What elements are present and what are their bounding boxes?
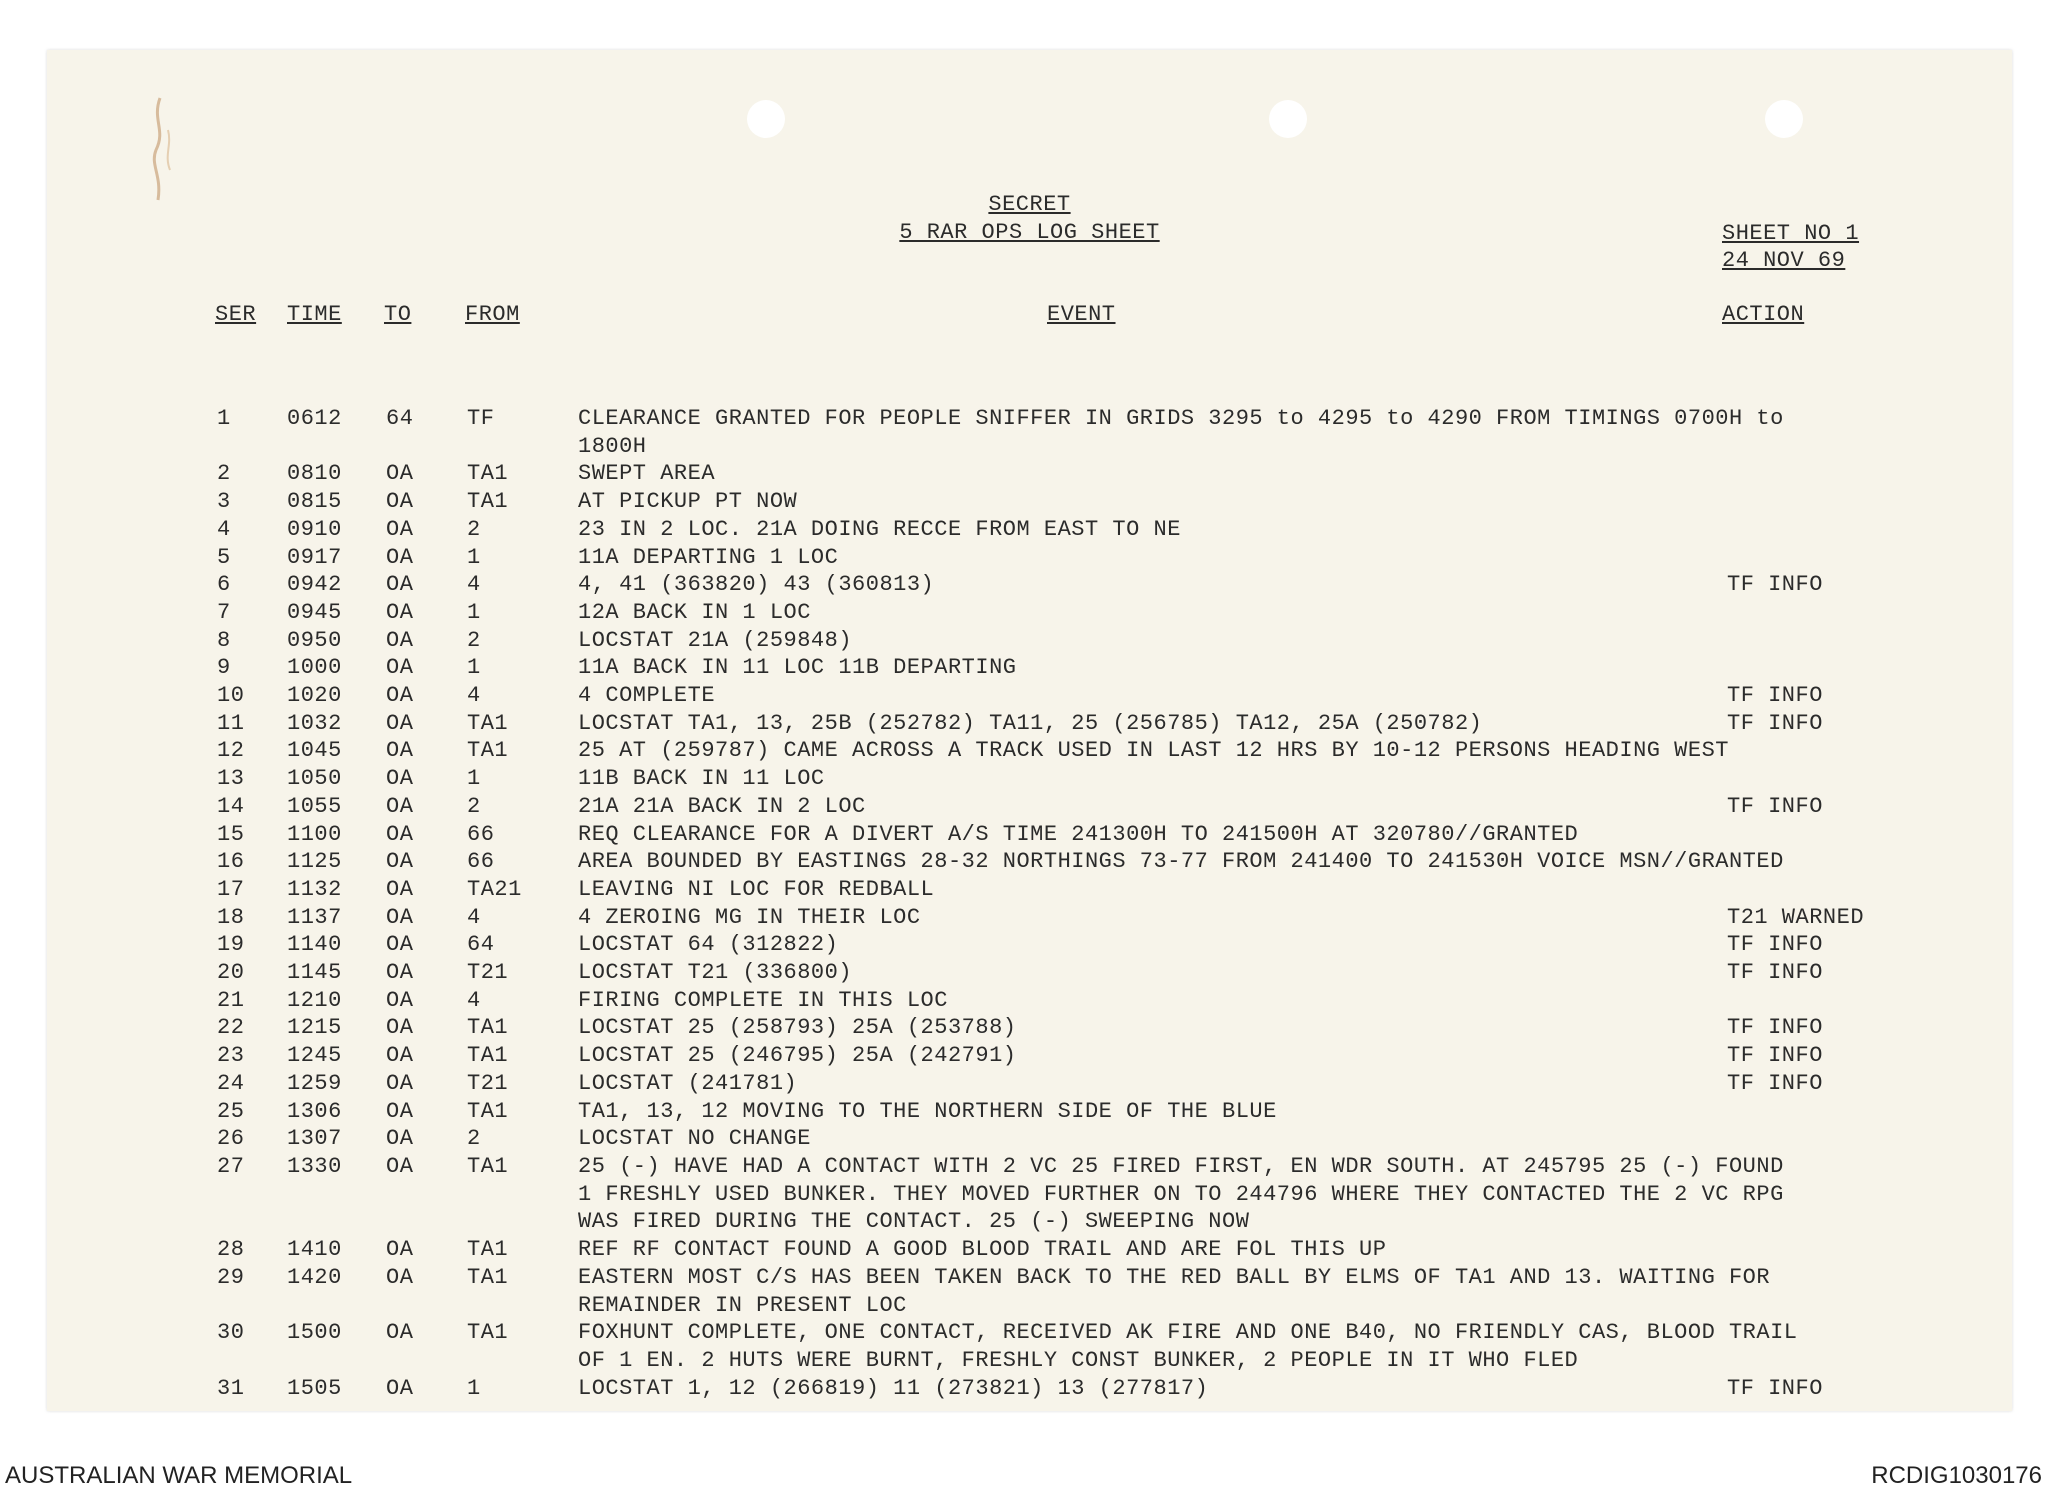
log-time: 0810 bbox=[287, 461, 342, 487]
table-row bbox=[47, 1125, 2012, 1153]
log-action: T21 WARNED bbox=[1727, 904, 1865, 930]
log-from: 66 bbox=[467, 821, 495, 847]
log-time: 1045 bbox=[287, 738, 342, 764]
log-from: TA1 bbox=[467, 1264, 509, 1290]
log-to: OA bbox=[386, 821, 414, 847]
log-time: 1410 bbox=[287, 1237, 342, 1263]
table-row bbox=[47, 876, 2012, 904]
log-event: LEAVING NI LOC FOR REDBALL bbox=[578, 876, 935, 902]
table-row bbox=[47, 793, 2012, 821]
log-action: TF INFO bbox=[1727, 960, 1823, 986]
log-time: 1215 bbox=[287, 1015, 342, 1041]
table-row bbox=[47, 544, 2012, 572]
table-row bbox=[47, 488, 2012, 516]
log-ser: 15 bbox=[217, 821, 245, 847]
log-from: 4 bbox=[467, 987, 481, 1013]
log-time: 1500 bbox=[287, 1320, 342, 1346]
log-to: OA bbox=[386, 1375, 414, 1401]
log-event: LOCSTAT 21A (259848) bbox=[578, 627, 853, 653]
log-ser: 30 bbox=[217, 1320, 245, 1346]
log-event: 25 AT (259787) CAME ACROSS A TRACK USED IN LAST 12 HRS BY 10-12 PERSONS HEADING WEST bbox=[578, 738, 1729, 764]
log-from: TA1 bbox=[467, 1015, 509, 1041]
table-row bbox=[47, 599, 2012, 627]
log-ser: 9 bbox=[217, 655, 231, 681]
log-action: TF INFO bbox=[1727, 1070, 1823, 1096]
log-from: 2 bbox=[467, 793, 481, 819]
log-to: OA bbox=[386, 1237, 414, 1263]
log-time: 0945 bbox=[287, 599, 342, 625]
log-event: 11B BACK IN 11 LOC bbox=[578, 766, 825, 792]
log-from: 1 bbox=[467, 766, 481, 792]
log-event: LOCSTAT 1, 12 (266819) 11 (273821) 13 (277817) bbox=[578, 1375, 1209, 1401]
log-time: 1145 bbox=[287, 960, 342, 986]
log-from: 2 bbox=[467, 1126, 481, 1152]
table-row bbox=[47, 1375, 2012, 1403]
log-time: 1137 bbox=[287, 904, 342, 930]
log-ser: 21 bbox=[217, 987, 245, 1013]
column-header-ser: SER bbox=[215, 302, 257, 327]
log-from: T21 bbox=[467, 960, 509, 986]
table-row bbox=[47, 959, 2012, 987]
log-to: 64 bbox=[386, 406, 414, 431]
log-event: LOCSTAT TA1, 13, 25B (252782) TA11, 25 (256785) TA12, 25A (250782) bbox=[578, 710, 1483, 736]
log-ser: 29 bbox=[217, 1264, 245, 1290]
log-action: TF INFO bbox=[1727, 683, 1823, 709]
log-ser: 10 bbox=[217, 683, 245, 709]
log-event: TA1, 13, 12 MOVING TO THE NORTHERN SIDE OF THE BLUE bbox=[578, 1098, 1277, 1124]
log-ser: 31 bbox=[217, 1375, 245, 1401]
table-row bbox=[47, 710, 2012, 738]
column-header-event: EVENT bbox=[1047, 302, 1116, 327]
table-row bbox=[47, 931, 2012, 959]
table-row bbox=[47, 848, 2012, 876]
log-to: OA bbox=[386, 1098, 414, 1124]
log-event: 11A DEPARTING 1 LOC bbox=[578, 544, 839, 570]
log-ser: 13 bbox=[217, 766, 245, 792]
log-to: OA bbox=[386, 932, 414, 958]
log-ser: 22 bbox=[217, 1015, 245, 1041]
log-event: EASTERN MOST C/S HAS BEEN TAKEN BACK TO THE RED BALL BY ELMS OF TA1 AND 13. WAITING FOR REMAINDER IN PRESENT LOC bbox=[578, 1264, 1771, 1318]
log-action: TF INFO bbox=[1727, 793, 1823, 819]
document-page bbox=[47, 50, 2012, 1411]
log-time: 1210 bbox=[287, 987, 342, 1013]
log-ser: 3 bbox=[217, 489, 231, 515]
log-from: TA1 bbox=[467, 1098, 509, 1124]
log-event: LOCSTAT 25 (246795) 25A (242791) bbox=[578, 1043, 1017, 1069]
footer-record-id: RCDIG1030176 bbox=[1871, 1462, 2042, 1489]
table-row bbox=[47, 1098, 2012, 1126]
log-event: REF RF CONTACT FOUND A GOOD BLOOD TRAIL AND ARE FOL THIS UP bbox=[578, 1237, 1387, 1263]
table-row bbox=[47, 765, 2012, 793]
log-ser: 28 bbox=[217, 1237, 245, 1263]
log-to: OA bbox=[386, 683, 414, 709]
log-to: OA bbox=[386, 1070, 414, 1096]
table-row bbox=[47, 1236, 2012, 1264]
log-from: 2 bbox=[467, 516, 481, 542]
footer-institution: AUSTRALIAN WAR MEMORIAL bbox=[5, 1462, 353, 1489]
log-to: OA bbox=[386, 849, 414, 875]
log-ser: 12 bbox=[217, 738, 245, 764]
log-event: FIRING COMPLETE IN THIS LOC bbox=[578, 987, 948, 1013]
table-row bbox=[47, 627, 2012, 655]
log-action: TF INFO bbox=[1727, 1015, 1823, 1041]
table-row bbox=[47, 654, 2012, 682]
log-to: OA bbox=[386, 572, 414, 598]
log-time: 1306 bbox=[287, 1098, 342, 1124]
log-ser: 2 bbox=[217, 461, 231, 487]
sheet-number: SHEET NO 1 bbox=[1722, 221, 1860, 246]
table-row bbox=[47, 987, 2012, 1015]
log-time: 0917 bbox=[287, 544, 342, 570]
log-event: LOCSTAT NO CHANGE bbox=[578, 1126, 811, 1152]
log-ser: 20 bbox=[217, 960, 245, 986]
log-event: 4, 41 (363820) 43 (360813) bbox=[578, 572, 935, 598]
log-to: OA bbox=[386, 489, 414, 515]
table-row bbox=[47, 1014, 2012, 1042]
log-from: 4 bbox=[467, 904, 481, 930]
log-to: OA bbox=[386, 516, 414, 542]
table-row bbox=[47, 405, 2012, 460]
log-event: 11A BACK IN 11 LOC 11B DEPARTING bbox=[578, 655, 1017, 681]
log-event: AT PICKUP PT NOW bbox=[578, 489, 798, 515]
classification-heading: SECRET bbox=[988, 192, 1071, 217]
log-time: 1330 bbox=[287, 1153, 342, 1179]
table-row bbox=[47, 737, 2012, 765]
log-time: 0815 bbox=[287, 489, 342, 515]
log-ser: 26 bbox=[217, 1126, 245, 1152]
log-ser: 1 bbox=[217, 406, 231, 431]
log-ser: 4 bbox=[217, 516, 231, 542]
log-from: 1 bbox=[467, 599, 481, 625]
log-event: LOCSTAT 64 (312822) bbox=[578, 932, 839, 958]
log-event: 4 ZEROING MG IN THEIR LOC bbox=[578, 904, 921, 930]
log-from: 1 bbox=[467, 655, 481, 681]
log-ser: 23 bbox=[217, 1043, 245, 1069]
log-event: AREA BOUNDED BY EASTINGS 28-32 NORTHINGS 73-77 FROM 241400 TO 241530H VOICE MSN//GRANTED bbox=[578, 849, 1784, 875]
log-to: OA bbox=[386, 793, 414, 819]
log-ser: 27 bbox=[217, 1153, 245, 1179]
log-time: 0910 bbox=[287, 516, 342, 542]
log-to: OA bbox=[386, 599, 414, 625]
log-to: OA bbox=[386, 461, 414, 487]
log-to: OA bbox=[386, 544, 414, 570]
log-time: 0942 bbox=[287, 572, 342, 598]
log-from: TA1 bbox=[467, 489, 509, 515]
log-from: 64 bbox=[467, 932, 495, 958]
log-from: 66 bbox=[467, 849, 495, 875]
log-to: OA bbox=[386, 627, 414, 653]
log-event: 4 COMPLETE bbox=[578, 683, 716, 709]
log-from: 2 bbox=[467, 627, 481, 653]
log-ser: 16 bbox=[217, 849, 245, 875]
log-event: FOXHUNT COMPLETE, ONE CONTACT, RECEIVED AK FIRE AND ONE B40, NO FRIENDLY CAS, BLOOD TRAIL OF 1 EN. 2 HUTS WERE BURNT, FRESHLY CONST BUNKER, 2 PEOPLE IN IT WHO FLED bbox=[578, 1320, 1798, 1373]
log-event: CLEARANCE GRANTED FOR PEOPLE SNIFFER IN GRIDS 3295 to 4295 to 4290 FROM TIMINGS 0700H to 1800H bbox=[578, 406, 1784, 459]
log-to: OA bbox=[386, 1320, 414, 1346]
log-time: 1020 bbox=[287, 683, 342, 709]
log-time: 0612 bbox=[287, 406, 342, 431]
log-time: 1050 bbox=[287, 766, 342, 792]
log-ser: 24 bbox=[217, 1070, 245, 1096]
log-to: OA bbox=[386, 876, 414, 902]
log-to: OA bbox=[386, 1126, 414, 1152]
column-header-time: TIME bbox=[287, 302, 342, 327]
log-to: OA bbox=[386, 1153, 414, 1179]
table-row bbox=[47, 1153, 2012, 1236]
table-row bbox=[47, 1042, 2012, 1070]
table-row bbox=[47, 1319, 2012, 1374]
log-event: LOCSTAT T21 (336800) bbox=[578, 960, 853, 986]
table-row bbox=[47, 1264, 2012, 1319]
log-from: TA21 bbox=[467, 876, 522, 902]
log-ser: 5 bbox=[217, 544, 231, 570]
log-time: 1245 bbox=[287, 1043, 342, 1069]
log-to: OA bbox=[386, 655, 414, 681]
table-row bbox=[47, 571, 2012, 599]
document-title: 5 RAR OPS LOG SHEET bbox=[899, 220, 1160, 245]
log-from: TA1 bbox=[467, 1320, 509, 1346]
log-time: 1100 bbox=[287, 821, 342, 847]
table-row bbox=[47, 1070, 2012, 1098]
log-time: 1132 bbox=[287, 876, 342, 902]
log-time: 1505 bbox=[287, 1375, 342, 1401]
log-time: 1032 bbox=[287, 710, 342, 736]
sheet-date: 24 NOV 69 bbox=[1722, 248, 1846, 273]
log-time: 0950 bbox=[287, 627, 342, 653]
log-from: 4 bbox=[467, 683, 481, 709]
log-from: T21 bbox=[467, 1070, 509, 1096]
log-from: TA1 bbox=[467, 738, 509, 764]
log-ser: 14 bbox=[217, 793, 245, 819]
column-header-from: FROM bbox=[465, 302, 520, 327]
log-time: 1055 bbox=[287, 793, 342, 819]
table-row bbox=[47, 821, 2012, 849]
table-row bbox=[47, 460, 2012, 488]
log-to: OA bbox=[386, 1015, 414, 1041]
table-row bbox=[47, 904, 2012, 932]
log-action: TF INFO bbox=[1727, 572, 1823, 598]
log-action: TF INFO bbox=[1727, 1375, 1823, 1401]
log-event: LOCSTAT 25 (258793) 25A (253788) bbox=[578, 1015, 1017, 1041]
log-time: 1420 bbox=[287, 1264, 342, 1290]
column-header-to: TO bbox=[384, 302, 412, 327]
log-ser: 25 bbox=[217, 1098, 245, 1124]
log-action: TF INFO bbox=[1727, 1043, 1823, 1069]
table-row bbox=[47, 682, 2012, 710]
log-to: OA bbox=[386, 766, 414, 792]
log-ser: 11 bbox=[217, 710, 245, 736]
log-ser: 8 bbox=[217, 627, 231, 653]
log-event: LOCSTAT (241781) bbox=[578, 1070, 798, 1096]
log-time: 1125 bbox=[287, 849, 342, 875]
log-event: SWEPT AREA bbox=[578, 461, 716, 487]
log-from: 1 bbox=[467, 544, 481, 570]
log-from: 4 bbox=[467, 572, 481, 598]
log-to: OA bbox=[386, 960, 414, 986]
log-ser: 7 bbox=[217, 599, 231, 625]
log-time: 1307 bbox=[287, 1126, 342, 1152]
log-to: OA bbox=[386, 1043, 414, 1069]
table-row bbox=[47, 516, 2012, 544]
log-event: 12A BACK IN 1 LOC bbox=[578, 599, 811, 625]
log-from: TA1 bbox=[467, 461, 509, 487]
log-event: 21A 21A BACK IN 2 LOC bbox=[578, 793, 866, 819]
ops-log-sheet bbox=[47, 50, 2012, 1411]
log-event: 23 IN 2 LOC. 21A DOING RECCE FROM EAST TO NE bbox=[578, 516, 1181, 542]
log-entries bbox=[47, 405, 2012, 1402]
log-from: TF bbox=[467, 406, 495, 431]
log-to: OA bbox=[386, 1264, 414, 1290]
log-from: 1 bbox=[467, 1375, 481, 1401]
log-action: TF INFO bbox=[1727, 932, 1823, 958]
log-from: TA1 bbox=[467, 1043, 509, 1069]
log-from: TA1 bbox=[467, 710, 509, 736]
log-ser: 18 bbox=[217, 904, 245, 930]
log-to: OA bbox=[386, 987, 414, 1013]
column-header-action: ACTION bbox=[1722, 302, 1805, 327]
log-to: OA bbox=[386, 904, 414, 930]
log-action: TF INFO bbox=[1727, 710, 1823, 736]
log-ser: 19 bbox=[217, 932, 245, 958]
log-ser: 17 bbox=[217, 876, 245, 902]
log-event: REQ CLEARANCE FOR A DIVERT A/S TIME 241300H TO 241500H AT 320780//GRANTED bbox=[578, 821, 1579, 847]
log-to: OA bbox=[386, 710, 414, 736]
log-to: OA bbox=[386, 738, 414, 764]
log-time: 1000 bbox=[287, 655, 342, 681]
log-time: 1140 bbox=[287, 932, 342, 958]
log-event: 25 (-) HAVE HAD A CONTACT WITH 2 VC 25 FIRED FIRST, EN WDR SOUTH. AT 245795 25 (-) FOUND 1 FRESHLY USED BUNKER. THEY MOVED FURTHER ON TO 244796 WHERE THEY CONTACTED THE 2 VC RPG WAS FIRED DURING THE CONTACT. 25 (-) SWEEPING NOW bbox=[578, 1153, 1784, 1235]
log-time: 1259 bbox=[287, 1070, 342, 1096]
log-ser: 6 bbox=[217, 572, 231, 598]
log-from: TA1 bbox=[467, 1153, 509, 1179]
log-from: TA1 bbox=[467, 1237, 509, 1263]
